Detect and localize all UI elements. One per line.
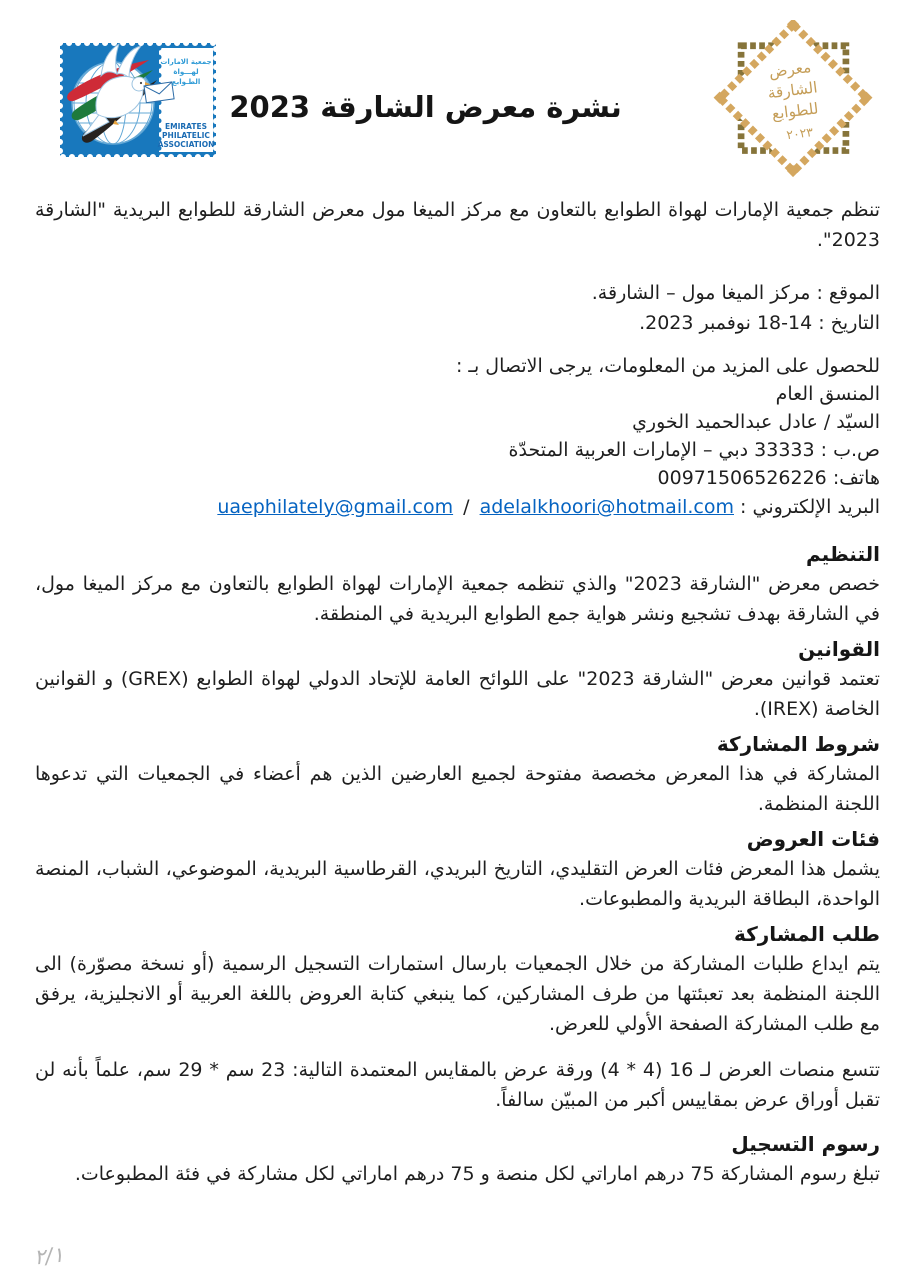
envelope-icon bbox=[144, 82, 174, 103]
section-rules bbox=[35, 634, 880, 724]
section-body-registration-fees: تبلغ رسوم المشاركة 75 درهم اماراتي لكل منصة و 75 درهم اماراتي لكل مشاركة في فئة المطبوعات. bbox=[74, 1163, 880, 1185]
section-exhibit-categories bbox=[35, 824, 880, 914]
po-box-line: ص.ب : 33333 دبي – الإمارات العربية المتحدّة bbox=[508, 439, 880, 461]
logo-english-name-line2: PHILATELIC bbox=[162, 131, 210, 140]
logo-arabic-name-line1: جمعية الامارات bbox=[160, 58, 212, 66]
section-body-participation-conditions: المشاركة في هذا المعرض مخصصة مفتوحة لجميع العارضين الذين هم أعضاء في الجمعيات التي تدعوها اللجنة المنظمة. bbox=[35, 763, 880, 815]
contact-intro-line: للحصول على المزيد من المعلومات، يرجى الاتصال بـ : bbox=[455, 355, 880, 377]
section-heading-participation-conditions: شروط المشاركة bbox=[716, 732, 880, 756]
section-body-organization: خصص معرض "الشارقة 2023" والذي تنظمه جمعية الإمارات لهواة الطوابع بالتعاون مع مركز الميغا مول، في الشارقة بهدف تشجيع ونشر هواية جمع الطوابع البريدية في المنطقة. bbox=[35, 573, 880, 625]
section-heading-registration-fees: رسوم التسجيل bbox=[731, 1132, 880, 1156]
section-heading-participation-request: طلب المشاركة bbox=[733, 922, 880, 946]
section-registration-fees bbox=[35, 1129, 880, 1189]
section-body-exhibit-categories: يشمل هذا المعرض فئات العرض التقليدي، التاريخ البريدي، القرطاسية البريدية، الموضوعي، الشباب، المنصة الواحدة، البطاقة البريدية والمطبوعات. bbox=[35, 858, 880, 910]
section-heading-organization: التنظيم bbox=[805, 542, 880, 566]
location-line: الموقع : مركز الميغا مول – الشارقة. bbox=[591, 282, 880, 304]
epa-logo bbox=[57, 40, 219, 160]
section-body-participation-request: يتم ايداع طلبات المشاركة من خلال الجمعيات بارسال استمارات التسجيل الرسمية (أو نسخة مصوّرة) الى اللجنة المنظمة بعد تعبئتها من طرف المشاركين، كما ينبغي كتابة العروض باللغة العربية أو الانجليزية، يرفق مع طلب المشاركة الصفحة الأولي للعرض. bbox=[35, 953, 880, 1035]
stamp-logo-icon bbox=[57, 40, 219, 160]
emblem-text-line2: الشارقة bbox=[766, 78, 819, 103]
document-body bbox=[0, 195, 914, 1189]
phone-line: هاتف: 00971506526226 bbox=[657, 467, 880, 489]
logo-english-name-line1: EMIRATES bbox=[164, 122, 208, 131]
email-separator: / bbox=[463, 496, 470, 518]
section-participation-conditions bbox=[35, 729, 880, 819]
emblem-text-line1: معرض bbox=[767, 58, 813, 82]
page-title: نشرة معرض الشارقة 2023 bbox=[229, 90, 622, 124]
page-number: ٢/١ bbox=[32, 1242, 65, 1270]
section-participation-request bbox=[35, 919, 880, 1039]
email-link-adelalkhoori[interactable]: adelalkhoori@hotmail.com bbox=[479, 496, 734, 518]
intro-paragraph: تنظم جمعية الإمارات لهواة الطوابع بالتعاون مع مركز الميغا مول معرض الشارقة للطوابع البريدية "الشارقة 2023". bbox=[35, 199, 880, 251]
header bbox=[0, 0, 914, 195]
coordinator-name-line: السيّد / عادل عبدالحميد الخوري bbox=[632, 411, 880, 433]
gold-star-emblem-icon bbox=[701, 20, 886, 182]
sharjah-exhibition-emblem bbox=[701, 20, 886, 182]
section-organization bbox=[35, 539, 880, 629]
email-label: البريد الإلكتروني : bbox=[740, 496, 880, 518]
logo-arabic-name-line3: الطـوابع bbox=[171, 78, 201, 86]
logo-arabic-name-line2: لهـــواة bbox=[173, 68, 199, 76]
section-body-rules: تعتمد قوانين معرض "الشارقة 2023" على اللوائح العامة للإتحاد الدولي لهواة الطوابع (GREX) و القوانين الخاصة (IREX). bbox=[35, 668, 880, 720]
display-panels-note: تتسع منصات العرض لـ 16 (4 * 4) ورقة عرض بالمقايس المعتمدة التالية: 23 سم * 29 سم، علماً بأنه لن تقبل أوراق عرض بمقاييس أكبر من المبيّن سالفاً. bbox=[35, 1059, 880, 1111]
section-heading-rules: القوانين bbox=[798, 637, 880, 661]
emblem-text-year: ٢٠٢٣ bbox=[785, 125, 814, 143]
coordinator-title-line: المنسق العام bbox=[775, 383, 880, 405]
email-link-uaephilately[interactable]: uaephilately@gmail.com bbox=[217, 496, 454, 518]
email-line bbox=[35, 492, 880, 522]
logo-english-name-line3: ASSOCIATION bbox=[157, 140, 215, 149]
section-heading-exhibit-categories: فئات العروض bbox=[746, 827, 880, 851]
contact-block bbox=[35, 352, 880, 522]
date-line: التاريخ : 14-18 نوفمبر 2023. bbox=[639, 312, 880, 334]
emblem-text-line3: للطوابع bbox=[770, 99, 820, 123]
